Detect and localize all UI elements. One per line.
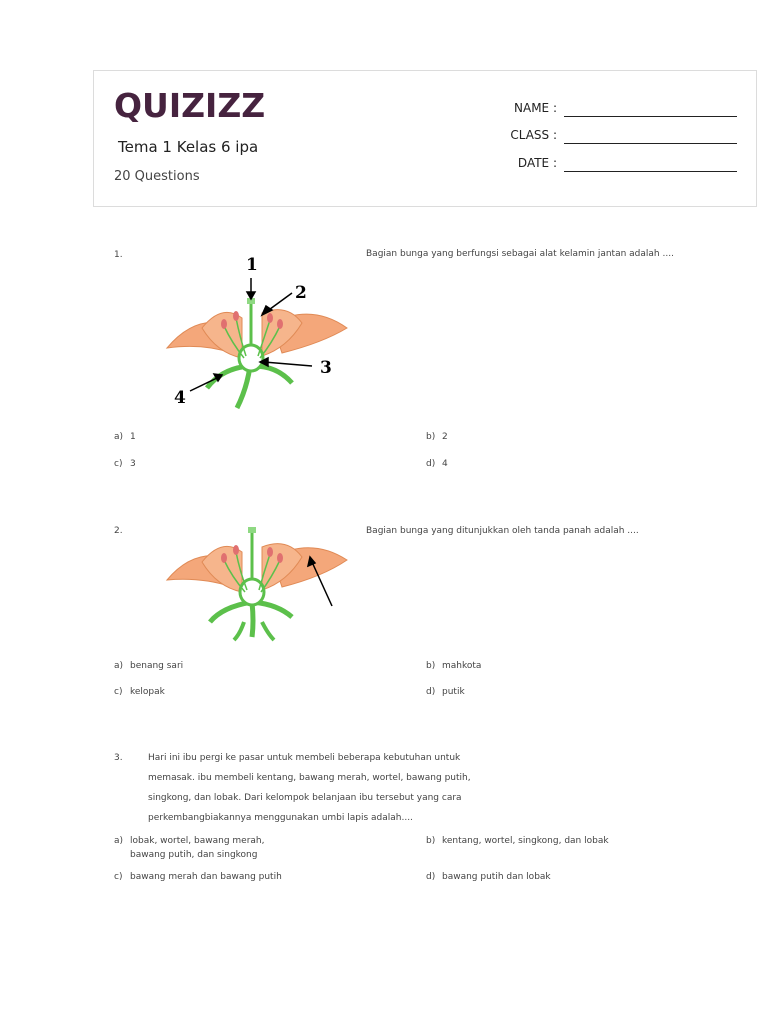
svg-text:QUIZIZZ: QUIZIZZ [114,86,266,125]
option-b[interactable] [426,659,481,673]
question-number: 2. [114,526,123,536]
date-field[interactable] [564,171,737,172]
question-text: Bagian bunga yang berfungsi sebagai alat kelamin jantan adalah .... [366,249,674,259]
option-key: d) [426,687,436,697]
class-label: CLASS : [510,128,557,142]
figure-label-2: 2 [295,283,307,303]
option-text: kelopak [130,687,165,697]
quizizz-logo [114,85,266,129]
question-text-line: singkong, dan lobak. Dari kelompok belanjaan ibu tersebut yang cara [148,793,462,803]
option-d[interactable] [426,870,551,884]
question-text-line: perkembangbiakannya menggunakan umbi lapis adalah.... [148,813,413,823]
option-text: bawang putih, dan singkong [130,850,258,860]
option-key: b) [426,661,436,671]
option-text: 3 [130,459,136,469]
option-key: a) [114,661,124,671]
figure-label-3: 3 [320,358,332,378]
question-number: 1. [114,250,123,260]
question-number: 3. [114,753,123,763]
question-count: 20 Questions [114,169,200,184]
option-text: putik [442,687,465,697]
option-c[interactable] [114,685,165,699]
option-key: a) [114,432,124,442]
option-a[interactable] [114,430,136,444]
name-field[interactable] [564,116,737,117]
option-key: b) [426,836,436,846]
option-c[interactable] [114,457,136,471]
question-text [148,748,568,828]
option-text: mahkota [442,661,482,671]
option-text: bawang merah dan bawang putih [130,872,282,882]
option-c[interactable] [114,870,282,884]
option-a[interactable] [114,659,183,673]
class-field[interactable] [564,143,737,144]
option-text: bawang putih dan lobak [442,872,551,882]
name-label: NAME : [514,101,557,115]
flower-diagram-arrow [162,522,357,644]
figure-label-1: 1 [246,255,258,275]
figure-label-4: 4 [174,388,186,408]
option-d[interactable] [426,457,448,471]
option-key: b) [426,432,436,442]
option-b[interactable] [426,834,609,848]
worksheet-header [93,70,757,207]
date-label: DATE : [517,156,557,170]
question-text-line: Hari ini ibu pergi ke pasar untuk membeli beberapa kebutuhan untuk [148,753,461,763]
option-text: 2 [442,432,448,442]
option-text: kentang, wortel, singkong, dan lobak [442,836,609,846]
flower-diagram-labeled [162,248,362,413]
option-key: c) [114,872,123,882]
option-text: 1 [130,432,136,442]
option-key: c) [114,459,123,469]
option-text: lobak, wortel, bawang merah, [130,836,265,846]
quiz-title: Tema 1 Kelas 6 ipa [118,138,259,156]
option-key: a) [114,836,124,846]
option-b[interactable] [426,430,448,444]
question-text-line: memasak. ibu membeli kentang, bawang merah, wortel, bawang putih, [148,773,471,783]
option-text: benang sari [130,661,184,671]
question-text: Bagian bunga yang ditunjukkan oleh tanda panah adalah .... [366,526,639,536]
option-key: d) [426,459,436,469]
option-text: 4 [442,459,448,469]
option-key: c) [114,687,123,697]
option-d[interactable] [426,685,465,699]
option-key: d) [426,872,436,882]
option-a[interactable] [114,834,265,862]
